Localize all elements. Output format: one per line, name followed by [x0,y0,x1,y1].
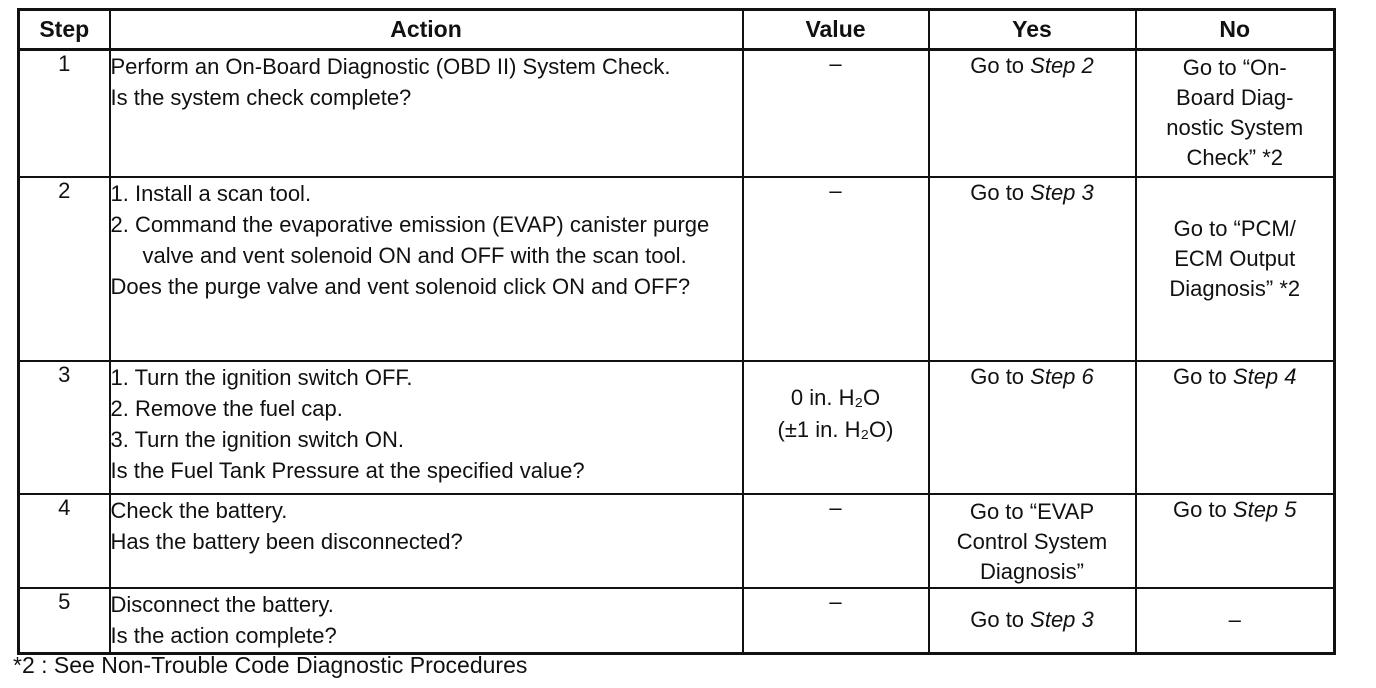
footnote: *2 : See Non-Trouble Code Diagnostic Procedures [13,652,528,678]
action-line: 2. Remove the fuel cap. [110,395,343,421]
header-value: Value [743,10,929,50]
diagnostic-table [17,8,1336,655]
action-line: 3. Turn the ignition switch ON. [110,426,404,452]
no-cell [1136,494,1335,588]
yes-step-link: Step 3 [1030,607,1094,633]
action-line: Disconnect the battery. [110,591,334,617]
no-cell: – [1136,588,1335,654]
value-cell: – [743,494,929,588]
action-line: 1. Turn the ignition switch OFF. [110,364,413,390]
yes-cell [929,361,1136,494]
step-number: 4 [19,494,110,588]
header-no: No [1136,10,1335,50]
yes-prefix: Go to [970,53,1031,78]
value-tolerance: (±1 in. H₂O) [777,416,894,442]
table-row [19,494,1335,588]
action-cell [110,494,743,588]
step-number: 1 [19,50,110,177]
yes-line: Go to “EVAP [969,498,1095,524]
action-cell [110,50,743,177]
value-cell: – [743,50,929,177]
yes-prefix: Go to [970,607,1031,633]
action-cell [110,361,743,494]
action-cell [110,588,743,654]
no-cell [1136,177,1335,361]
header-row [19,10,1335,50]
value-cell: – [743,177,929,361]
no-line: Check” *2 [1186,145,1284,170]
table-row [19,50,1335,177]
header-action: Action [110,10,743,50]
header-yes: Yes [929,10,1136,50]
action-line: Perform an On-Board Diagnostic (OBD II) System Check. [110,54,671,79]
action-question: Has the battery been disconnected? [110,528,463,554]
action-question: Is the system check complete? [110,85,412,110]
no-line: Diagnosis” *2 [1169,275,1301,301]
no-step-link: Step 5 [1232,496,1297,522]
yes-step-link: Step 2 [1030,53,1094,78]
yes-cell [929,494,1136,588]
value-cell: – [743,588,929,654]
no-cell [1136,50,1335,177]
action-line: 1. Install a scan tool. [110,180,312,206]
table-row [19,361,1335,494]
no-prefix: Go to [1172,363,1233,389]
value-cell [743,361,929,494]
action-question: Does the purge valve and vent solenoid click ON and OFF? [110,273,691,299]
no-cell [1136,361,1335,494]
no-line: Board Diag- [1176,85,1294,110]
table-row [19,177,1335,361]
yes-prefix: Go to [970,363,1031,389]
yes-step-link: Step 3 [1030,179,1094,205]
action-question: Is the Fuel Tank Pressure at the specified value? [110,457,585,483]
yes-cell [929,177,1136,361]
value-spec: 0 in. H₂O [790,384,881,410]
yes-step-link: Step 6 [1030,363,1094,389]
action-line: Check the battery. [110,497,288,523]
yes-cell [929,50,1136,177]
no-line: Go to “PCM/ [1173,215,1296,241]
no-line: Go to “On- [1182,55,1287,80]
step-number: 2 [19,177,110,361]
action-line: 2. Command the evaporative emission (EVAP) canister purge valve and vent solenoid ON and OFF with the scan tool. [110,211,710,268]
step-number: 5 [19,588,110,654]
action-question: Is the action complete? [110,622,337,648]
yes-line: Diagnosis” [980,558,1084,584]
no-step-link: Step 4 [1232,363,1297,389]
yes-cell [929,588,1136,654]
yes-line: Control System [956,528,1108,554]
yes-prefix: Go to [970,179,1031,205]
no-prefix: Go to [1172,496,1233,522]
table-row [19,588,1335,654]
action-cell [110,177,743,361]
step-number: 3 [19,361,110,494]
header-step: Step [19,10,110,50]
no-line: nostic System [1166,115,1304,140]
no-line: ECM Output [1174,245,1296,271]
